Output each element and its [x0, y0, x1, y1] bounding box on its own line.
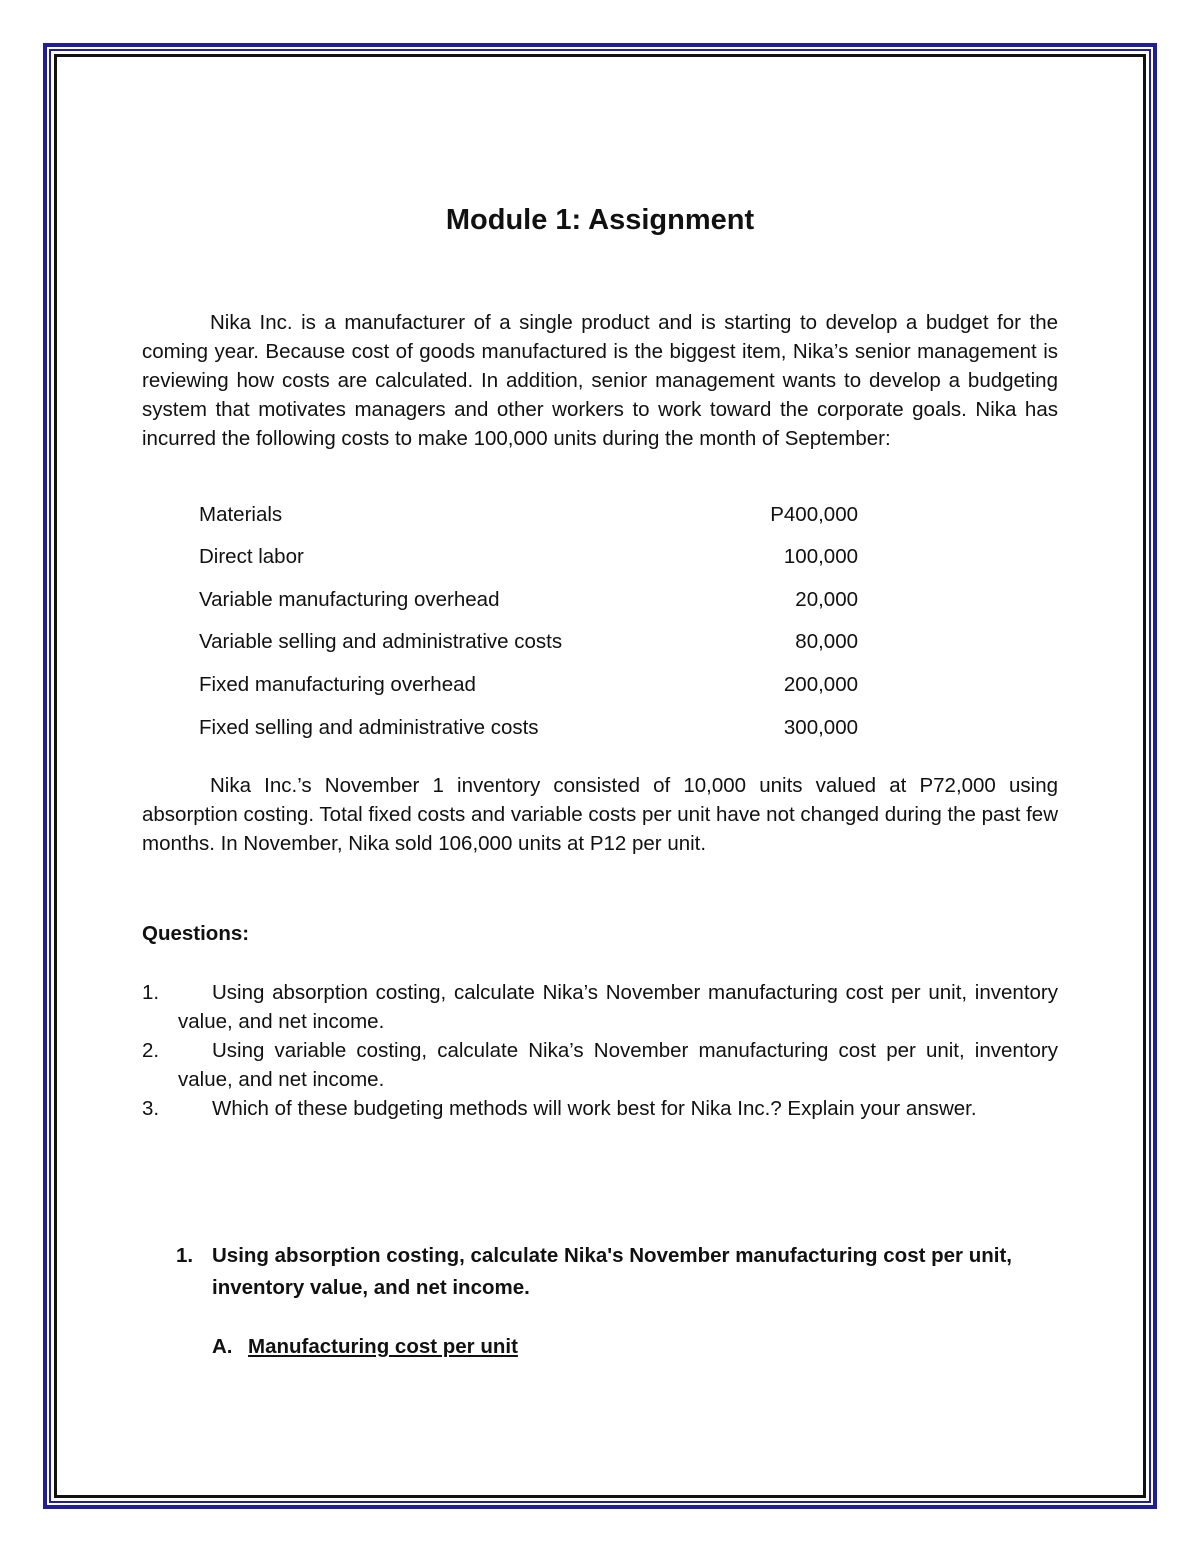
question-item	[142, 978, 1058, 1036]
question-item	[142, 1036, 1058, 1094]
intro-paragraph	[142, 308, 1058, 453]
question-number: 3.	[142, 1097, 160, 1120]
cost-amount: P400,000	[770, 503, 858, 526]
second-paragraph-text: Nika Inc.’s November 1 inventory consisted of 10,000 units valued at P72,000 using absorption costing. Total fixed costs and variable costs per unit have not changed during the past few months. In November, Nika sold 106,000 units at P12 per unit.	[142, 774, 1058, 855]
cost-amount: 200,000	[783, 673, 858, 696]
answer-subsection	[212, 1335, 518, 1359]
answer-heading: Using absorption costing, calculate Nika's November manufacturing cost per unit, inventory value, and net income.	[212, 1244, 1012, 1299]
question-text: Using absorption costing, calculate Nika’s November manufacturing cost per unit, inventory value, and net income.	[178, 981, 1058, 1033]
question-number: 2.	[142, 1039, 160, 1062]
subsection-letter: A.	[212, 1335, 233, 1358]
cost-row	[199, 716, 858, 744]
question-text: Which of these budgeting methods will work best for Nika Inc.? Explain your answer.	[212, 1097, 977, 1120]
cost-amount: 80,000	[795, 630, 858, 653]
cost-row	[199, 673, 858, 701]
questions-heading: Questions:	[142, 922, 250, 945]
cost-label: Materials	[199, 503, 283, 526]
question-number: 1.	[142, 981, 160, 1004]
page-title: Module 1: Assignment	[445, 204, 755, 236]
cost-label: Variable selling and administrative costs	[199, 630, 563, 653]
cost-label: Variable manufacturing overhead	[199, 588, 500, 611]
answer-section	[176, 1240, 1036, 1304]
cost-label: Fixed selling and administrative costs	[199, 716, 539, 739]
cost-row	[199, 503, 858, 531]
answer-number: 1.	[176, 1244, 194, 1267]
subsection-title: Manufacturing cost per unit	[248, 1335, 518, 1358]
cost-amount: 100,000	[783, 545, 858, 568]
cost-label: Direct labor	[199, 545, 304, 568]
cost-amount: 20,000	[795, 588, 858, 611]
question-item	[142, 1094, 1058, 1123]
cost-label: Fixed manufacturing overhead	[199, 673, 476, 696]
questions-list	[142, 978, 1058, 1123]
cost-row	[199, 588, 858, 616]
intro-paragraph-text: Nika Inc. is a manufacturer of a single product and is starting to develop a budget for the coming year. Because cost of goods manufactured is the biggest item, Nika’s senior management is reviewing how costs are calculated. In addition, senior management wants to develop a budgeting system that motivates managers and other workers to work toward the corporate goals. Nika has incurred the following costs to make 100,000 units during the month of September:	[142, 311, 1058, 450]
second-paragraph	[142, 771, 1058, 858]
cost-amount: 300,000	[783, 716, 858, 739]
cost-row	[199, 545, 858, 573]
question-text: Using variable costing, calculate Nika’s November manufacturing cost per unit, inventory value, and net income.	[178, 1039, 1058, 1091]
cost-row	[199, 630, 858, 658]
